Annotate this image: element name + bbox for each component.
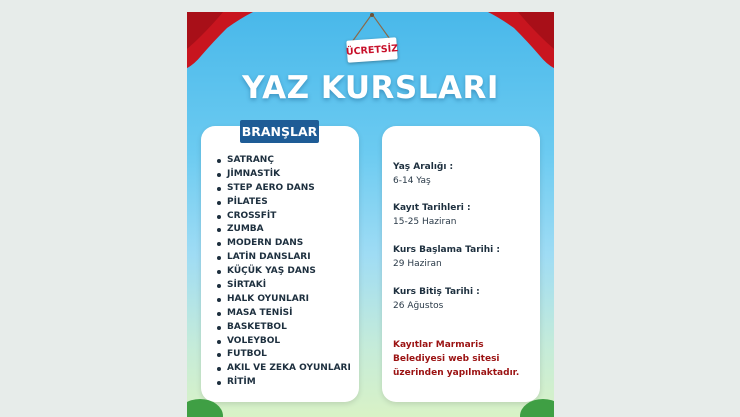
list-item: BASKETBOL <box>216 321 351 335</box>
list-item: RİTİM <box>216 376 351 390</box>
course-start-date-label: Kurs Başlama Tarihi : <box>393 245 500 255</box>
course-end-date-label: Kurs Bitiş Tarihi : <box>393 287 480 297</box>
list-item: MODERN DANS <box>216 237 351 251</box>
right-curtain-icon <box>488 12 554 70</box>
list-item: FUTBOL <box>216 348 351 362</box>
list-item: LATİN DANSLARI <box>216 251 351 265</box>
course-end-date-value: 26 Ağustos <box>393 301 444 311</box>
page-title: YAZ KURSLARI <box>242 70 499 106</box>
poster <box>187 12 554 417</box>
branch-list <box>216 154 351 390</box>
age-range <box>393 160 538 188</box>
list-item: HALK OYUNLARI <box>216 293 351 307</box>
course-end-date <box>393 285 538 313</box>
course-start-date <box>393 243 538 271</box>
list-item: SATRANÇ <box>216 154 351 168</box>
registration-dates-label: Kayıt Tarihleri : <box>393 203 471 213</box>
list-item: ZUMBA <box>216 223 351 237</box>
free-tag <box>346 37 397 62</box>
list-item: PİLATES <box>216 196 351 210</box>
list-item: KÜÇÜK YAŞ DANS <box>216 265 351 279</box>
left-curtain-icon <box>187 12 253 70</box>
list-item: MASA TENİSİ <box>216 307 351 321</box>
age-range-label: Yaş Aralığı : <box>393 162 454 172</box>
list-item: AKIL VE ZEKA OYUNLARI <box>216 362 351 376</box>
course-start-date-value: 29 Haziran <box>393 259 442 269</box>
free-tag-label: ÜCRETSİZ <box>345 42 399 58</box>
branches-title: BRANŞLAR <box>240 120 319 143</box>
note-line: üzerinden yapılmaktadır. <box>393 368 520 378</box>
list-item: CROSSFİT <box>216 210 351 224</box>
age-range-value: 6-14 Yaş <box>393 176 431 186</box>
list-item: VOLEYBOL <box>216 335 351 349</box>
list-item: JİMNASTİK <box>216 168 351 182</box>
note-line: Belediyesi web sitesi <box>393 354 500 364</box>
registration-dates-value: 15-25 Haziran <box>393 217 457 227</box>
list-item: STEP AERO DANS <box>216 182 351 196</box>
list-item: SİRTAKİ <box>216 279 351 293</box>
registration-note <box>393 338 538 380</box>
registration-dates <box>393 201 538 229</box>
note-line: Kayıtlar Marmaris <box>393 340 484 350</box>
